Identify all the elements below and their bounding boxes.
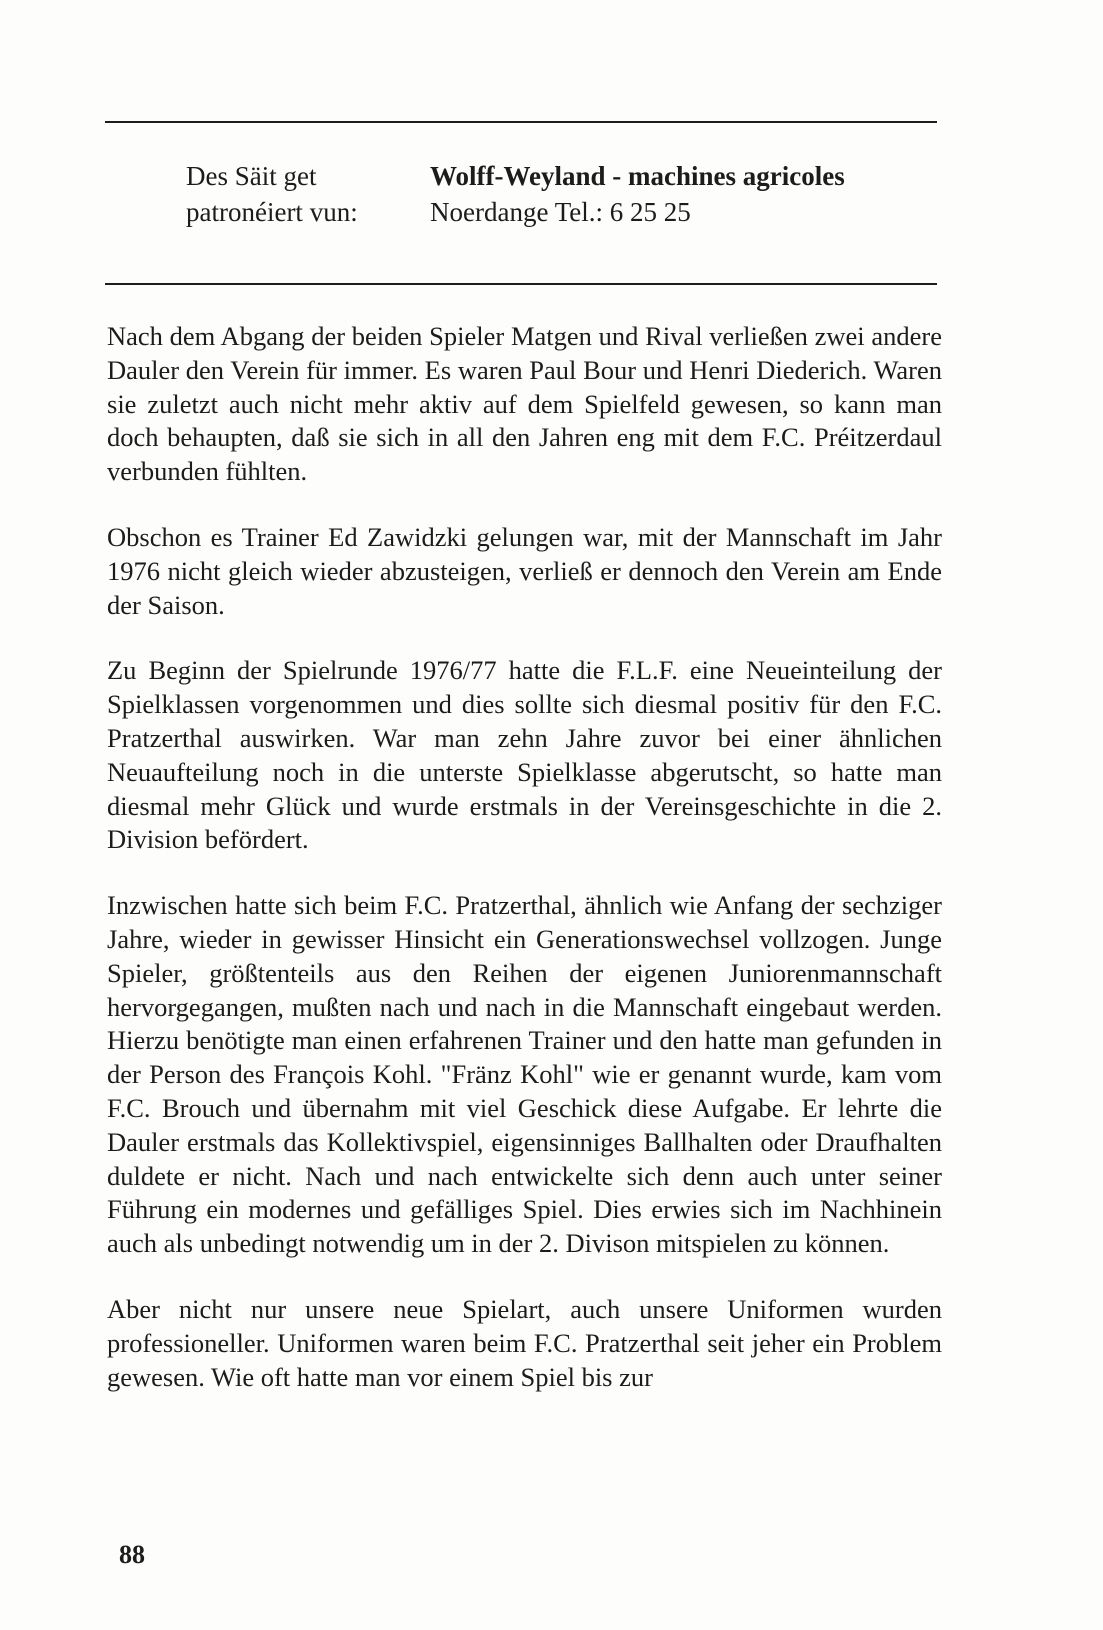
bottom-divider xyxy=(105,283,937,285)
paragraph-3: Zu Beginn der Spielrunde 1976/77 hatte die F.L.F. eine Neueinteilung der Spielklassen vorgenommen und dies sollte sich diesmal positiv für den F.C. Pratzerthal auswirken. War man zehn Jahre zuvor bei einer ähnlichen Neuaufteilung noch in die unterste Spielklasse abgerutscht, so hatte man diesmal mehr Glück und wurde erstmals in der Vereinsgeschichte in die 2. Division befördert. xyxy=(107,655,942,855)
sponsor-label-line2: patronéiert vun: xyxy=(186,197,358,227)
sponsor-row-1 xyxy=(186,158,946,194)
sponsor-label-line1: Des Säit get xyxy=(186,161,317,191)
paragraph-5: Aber nicht nur unsere neue Spielart, auch unsere Uniformen wurden professioneller. Uniformen waren beim F.C. Pratzerthal seit jeher ein Problem gewesen. Wie oft hatte man vor einem Spiel bis zur xyxy=(107,1293,942,1392)
sponsor-row-2 xyxy=(186,194,946,230)
page-number: 88 xyxy=(119,1540,145,1569)
top-divider xyxy=(105,121,937,123)
paragraph-2: Obschon es Trainer Ed Zawidzki gelungen war, mit der Mannschaft im Jahr 1976 nicht gleich wieder abzusteigen, verließ er dennoch den Verein am Ende der Saison. xyxy=(107,521,942,620)
paragraph-1: Nach dem Abgang der beiden Spieler Matgen und Rival verließen zwei andere Dauler den Verein für immer. Es waren Paul Bour und Henri Diederich. Waren sie zuletzt auch nicht mehr aktiv auf dem Spielfeld gewesen, so kann man doch behaupten, daß sie sich in all den Jahren eng mit dem F.C. Préitzerdaul verbunden fühlten. xyxy=(107,321,942,487)
sponsor-box xyxy=(186,158,946,230)
sponsor-name: Wolff-Weyland - machines agricoles xyxy=(430,161,845,191)
article-body xyxy=(107,320,942,1394)
sponsor-address: Noerdange Tel.: 6 25 25 xyxy=(430,197,691,227)
paragraph-4: Inzwischen hatte sich beim F.C. Pratzerthal, ähnlich wie Anfang der sechziger Jahre, wieder in gewisser Hinsicht ein Generationswechsel vollzogen. Junge Spieler, größtenteils aus den Reihen der eigenen Juniorenmannschaft hervorgegangen, mußten nach und nach in die Mannschaft eingebaut werden. Hierzu benötigte man einen erfahrenen Trainer und den hatte man gefunden in der Person des François Kohl. "Fränz Kohl" wie er genannt wurde, kam vom F.C. Brouch und übernahm mit viel Geschick diese Aufgabe. Er lehrte die Dauler erstmals das Kollektivspiel, eigensinniges Ballhalten oder Draufhalten duldete er nicht. Nach und nach entwickelte sich denn auch unter seiner Führung ein modernes und gefälliges Spiel. Dies erwies sich im Nachhinein auch als unbedingt notwendig um in der 2. Divison mitspielen zu können. xyxy=(107,890,942,1259)
